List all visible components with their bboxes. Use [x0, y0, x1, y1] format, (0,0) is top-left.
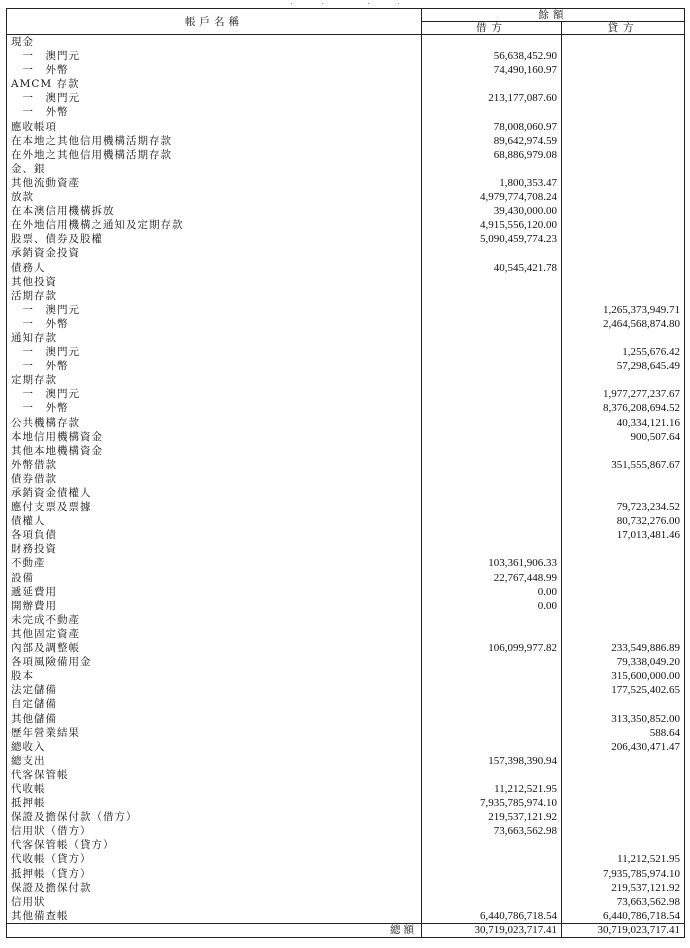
table-row [7, 472, 685, 486]
account-name-cell: 內部及調整帳 [7, 641, 422, 655]
table-row [7, 416, 685, 430]
table-row [7, 726, 685, 740]
debit-cell [422, 627, 562, 641]
credit-cell [562, 232, 685, 246]
debit-cell [422, 712, 562, 726]
debit-cell: 11,212,521.95 [422, 782, 562, 796]
debit-cell: 22,767,448.99 [422, 571, 562, 585]
account-name-cell: 一 澳門元 [7, 49, 422, 63]
credit-cell: 11,212,521.95 [562, 852, 685, 866]
table-row [7, 232, 685, 246]
credit-cell: 313,350,852.00 [562, 712, 685, 726]
credit-cell [562, 105, 685, 119]
credit-cell: 17,013,481.46 [562, 528, 685, 542]
debit-cell: 74,490,160.97 [422, 63, 562, 77]
credit-cell [562, 838, 685, 852]
account-name-cell: 公共機構存款 [7, 416, 422, 430]
debit-cell [422, 669, 562, 683]
credit-cell [562, 754, 685, 768]
credit-cell: 8,376,208,694.52 [562, 401, 685, 415]
debit-cell [422, 77, 562, 91]
credit-cell [562, 613, 685, 627]
account-name-cell: 一 外幣 [7, 401, 422, 415]
account-name-cell: 通知存款 [7, 331, 422, 345]
debit-cell [422, 444, 562, 458]
credit-cell: 588.64 [562, 726, 685, 740]
account-name-cell: 一 外幣 [7, 317, 422, 331]
debit-cell: 106,099,977.82 [422, 641, 562, 655]
account-name-cell: 抵押帳（貸方） [7, 867, 422, 881]
credit-cell [562, 782, 685, 796]
account-name-cell: 在本澳信用機構拆放 [7, 204, 422, 218]
credit-cell: 6,440,786,718.54 [562, 909, 685, 924]
account-name-cell: 總支出 [7, 754, 422, 768]
debit-cell: 219,537,121.92 [422, 810, 562, 824]
account-name-cell: 外幣借款 [7, 458, 422, 472]
credit-cell: 1,265,373,949.71 [562, 303, 685, 317]
account-name-cell: 其他本地機構資金 [7, 444, 422, 458]
credit-cell [562, 63, 685, 77]
table-row [7, 275, 685, 289]
total-credit: 30,719,023,717.41 [562, 923, 685, 937]
credit-cell [562, 275, 685, 289]
account-name-cell: 抵押帳 [7, 796, 422, 810]
table-row [7, 909, 685, 924]
debit-cell [422, 655, 562, 669]
credit-cell: 2,464,568,874.80 [562, 317, 685, 331]
credit-cell [562, 261, 685, 275]
account-name-cell: 不動產 [7, 556, 422, 570]
credit-cell: 80,732,276.00 [562, 514, 685, 528]
credit-cell [562, 134, 685, 148]
total-row [7, 923, 685, 937]
credit-cell [562, 218, 685, 232]
table-row [7, 740, 685, 754]
debit-cell [422, 838, 562, 852]
account-name-cell: 一 澳門元 [7, 303, 422, 317]
debit-cell: 157,398,390.94 [422, 754, 562, 768]
account-name-cell: 應收帳項 [7, 120, 422, 134]
account-name-cell: 一 外幣 [7, 105, 422, 119]
credit-cell [562, 246, 685, 260]
account-name-cell: 放款 [7, 190, 422, 204]
account-name-cell: 財務投資 [7, 542, 422, 556]
table-row [7, 458, 685, 472]
debit-cell [422, 740, 562, 754]
credit-cell: 57,298,645.49 [562, 359, 685, 373]
debit-cell: 0.00 [422, 599, 562, 613]
debit-cell [422, 514, 562, 528]
account-name-cell: 金、銀 [7, 162, 422, 176]
account-name-cell: 股票、債券及股權 [7, 232, 422, 246]
credit-cell [562, 542, 685, 556]
table-row [7, 49, 685, 63]
table-row [7, 627, 685, 641]
table-row [7, 190, 685, 204]
debit-cell: 40,545,421.78 [422, 261, 562, 275]
account-name-cell: 法定儲備 [7, 683, 422, 697]
debit-cell: 73,663,562.98 [422, 824, 562, 838]
table-row [7, 641, 685, 655]
table-row [7, 556, 685, 570]
account-name-cell: 歷年營業結果 [7, 726, 422, 740]
credit-cell: 206,430,471.47 [562, 740, 685, 754]
account-name-cell: 一 外幣 [7, 359, 422, 373]
debit-cell [422, 486, 562, 500]
table-row [7, 359, 685, 373]
credit-cell [562, 796, 685, 810]
credit-cell: 1,977,277,237.67 [562, 387, 685, 401]
debit-cell [422, 246, 562, 260]
table-row [7, 528, 685, 542]
credit-cell [562, 585, 685, 599]
debit-cell: 5,090,459,774.23 [422, 232, 562, 246]
account-name-cell: 設備 [7, 571, 422, 585]
credit-cell [562, 627, 685, 641]
balance-header: 餘額 [422, 9, 685, 22]
table-row [7, 599, 685, 613]
account-name-cell: 現金 [7, 35, 422, 50]
table-row [7, 852, 685, 866]
debit-cell [422, 401, 562, 415]
credit-cell [562, 190, 685, 204]
debit-cell: 4,979,774,708.24 [422, 190, 562, 204]
account-name-cell: 信用狀 [7, 895, 422, 909]
account-name-cell: 債券借款 [7, 472, 422, 486]
debit-cell [422, 430, 562, 444]
table-row [7, 105, 685, 119]
table-row [7, 35, 685, 50]
debit-cell [422, 881, 562, 895]
table-row [7, 204, 685, 218]
table-row [7, 796, 685, 810]
account-name-cell: 開辦費用 [7, 599, 422, 613]
table-row [7, 712, 685, 726]
trial-balance-table [6, 8, 685, 938]
account-name-cell: 應付支票及票據 [7, 500, 422, 514]
account-name-cell: 在外地之其他信用機構活期存款 [7, 148, 422, 162]
account-name-cell: 一 澳門元 [7, 345, 422, 359]
credit-header: 貸方 [562, 22, 685, 35]
debit-cell [422, 387, 562, 401]
account-name-cell: 未完成不動產 [7, 613, 422, 627]
account-name-cell: 保證及擔保付款（借方） [7, 810, 422, 824]
credit-cell [562, 444, 685, 458]
credit-cell [562, 571, 685, 585]
account-name-cell: 各項負債 [7, 528, 422, 542]
account-name-cell: 其他備查帳 [7, 909, 422, 924]
table-row [7, 63, 685, 77]
credit-cell: 177,525,402.65 [562, 683, 685, 697]
credit-cell [562, 768, 685, 782]
table-row [7, 77, 685, 91]
credit-cell: 233,549,886.89 [562, 641, 685, 655]
credit-cell [562, 176, 685, 190]
debit-cell [422, 373, 562, 387]
account-name-header: 帳戶名稱 [7, 9, 422, 35]
debit-cell [422, 613, 562, 627]
table-row [7, 697, 685, 711]
credit-cell: 79,338,049.20 [562, 655, 685, 669]
account-name-cell: 其他流動資產 [7, 176, 422, 190]
credit-cell [562, 810, 685, 824]
credit-cell: 7,935,785,974.10 [562, 867, 685, 881]
debit-cell [422, 275, 562, 289]
account-name-cell: 承銷資金債權人 [7, 486, 422, 500]
credit-cell [562, 162, 685, 176]
credit-cell [562, 599, 685, 613]
credit-cell [562, 91, 685, 105]
debit-cell [422, 331, 562, 345]
account-name-cell: 債權人 [7, 514, 422, 528]
account-name-cell: 其他固定資產 [7, 627, 422, 641]
credit-cell: 219,537,121.92 [562, 881, 685, 895]
debit-header: 借方 [422, 22, 562, 35]
debit-cell: 89,642,974.59 [422, 134, 562, 148]
table-row [7, 754, 685, 768]
debit-cell: 6,440,786,718.54 [422, 909, 562, 924]
account-name-cell: 定期存款 [7, 373, 422, 387]
credit-cell [562, 697, 685, 711]
debit-cell [422, 458, 562, 472]
table-row [7, 669, 685, 683]
debit-cell [422, 359, 562, 373]
credit-cell [562, 486, 685, 500]
account-name-cell: 保證及擔保付款 [7, 881, 422, 895]
debit-cell [422, 317, 562, 331]
table-row [7, 430, 685, 444]
credit-cell [562, 373, 685, 387]
credit-cell: 73,663,562.98 [562, 895, 685, 909]
credit-cell: 1,255,676.42 [562, 345, 685, 359]
table-row [7, 514, 685, 528]
credit-cell [562, 289, 685, 303]
account-name-cell: 一 外幣 [7, 63, 422, 77]
table-body [7, 35, 685, 924]
debit-cell [422, 345, 562, 359]
table-footer [7, 923, 685, 937]
debit-cell [422, 289, 562, 303]
account-name-cell: 代收帳 [7, 782, 422, 796]
table-row [7, 542, 685, 556]
credit-cell [562, 35, 685, 50]
debit-cell: 213,177,087.60 [422, 91, 562, 105]
account-name-cell: 其他投資 [7, 275, 422, 289]
table-header [7, 9, 685, 35]
table-row [7, 176, 685, 190]
debit-cell: 1,800,353.47 [422, 176, 562, 190]
table-row [7, 867, 685, 881]
account-name-cell: 債務人 [7, 261, 422, 275]
table-row [7, 345, 685, 359]
table-row [7, 613, 685, 627]
table-row [7, 373, 685, 387]
debit-cell [422, 697, 562, 711]
account-name-cell: 信用狀（借方） [7, 824, 422, 838]
table-row [7, 444, 685, 458]
table-row [7, 486, 685, 500]
credit-cell: 351,555,867.67 [562, 458, 685, 472]
debit-cell [422, 35, 562, 50]
account-name-cell: AMCM 存款 [7, 77, 422, 91]
total-debit: 30,719,023,717.41 [422, 923, 562, 937]
credit-cell: 79,723,234.52 [562, 500, 685, 514]
account-name-cell: 一 澳門元 [7, 91, 422, 105]
debit-cell: 56,638,452.90 [422, 49, 562, 63]
credit-cell [562, 148, 685, 162]
debit-cell [422, 726, 562, 740]
credit-cell [562, 49, 685, 63]
debit-cell [422, 768, 562, 782]
table-row [7, 331, 685, 345]
trial-balance-document [6, 8, 684, 938]
credit-cell [562, 556, 685, 570]
table-row [7, 810, 685, 824]
credit-cell [562, 77, 685, 91]
debit-cell [422, 105, 562, 119]
debit-cell [422, 683, 562, 697]
account-name-cell: 在外地信用機構之通知及定期存款 [7, 218, 422, 232]
table-row [7, 571, 685, 585]
table-row [7, 824, 685, 838]
debit-cell [422, 895, 562, 909]
table-row [7, 500, 685, 514]
debit-cell [422, 500, 562, 514]
credit-cell [562, 472, 685, 486]
debit-cell: 39,430,000.00 [422, 204, 562, 218]
total-label: 總額 [7, 923, 422, 937]
account-name-cell: 一 澳門元 [7, 387, 422, 401]
table-row [7, 895, 685, 909]
table-row [7, 289, 685, 303]
debit-cell [422, 472, 562, 486]
account-name-cell: 代收帳（貸方） [7, 852, 422, 866]
debit-cell [422, 528, 562, 542]
debit-cell [422, 852, 562, 866]
account-name-cell: 遞延費用 [7, 585, 422, 599]
account-name-cell: 其他儲備 [7, 712, 422, 726]
table-row [7, 838, 685, 852]
table-row [7, 881, 685, 895]
table-row [7, 655, 685, 669]
debit-cell [422, 162, 562, 176]
table-row [7, 768, 685, 782]
debit-cell [422, 867, 562, 881]
account-name-cell: 各項風險備用金 [7, 655, 422, 669]
table-row [7, 162, 685, 176]
debit-cell [422, 542, 562, 556]
debit-cell: 7,935,785,974.10 [422, 796, 562, 810]
debit-cell: 103,361,906.33 [422, 556, 562, 570]
account-name-cell: 在本地之其他信用機構活期存款 [7, 134, 422, 148]
account-name-cell: 代客保管帳 [7, 768, 422, 782]
table-row [7, 134, 685, 148]
credit-cell [562, 824, 685, 838]
table-row [7, 401, 685, 415]
table-row [7, 91, 685, 105]
credit-cell: 900,507.64 [562, 430, 685, 444]
account-name-cell: 自定儲備 [7, 697, 422, 711]
table-row [7, 387, 685, 401]
account-name-cell: 活期存款 [7, 289, 422, 303]
debit-cell: 0.00 [422, 585, 562, 599]
credit-cell: 40,334,121.16 [562, 416, 685, 430]
credit-cell [562, 331, 685, 345]
debit-cell: 4,915,556,120.00 [422, 218, 562, 232]
credit-cell [562, 120, 685, 134]
scan-artifacts [0, 0, 690, 8]
table-row [7, 585, 685, 599]
table-row [7, 303, 685, 317]
account-name-cell: 股本 [7, 669, 422, 683]
debit-cell: 78,008,060.97 [422, 120, 562, 134]
table-row [7, 317, 685, 331]
credit-cell [562, 204, 685, 218]
table-row [7, 246, 685, 260]
debit-cell: 68,886,979.08 [422, 148, 562, 162]
debit-cell [422, 303, 562, 317]
table-row [7, 218, 685, 232]
account-name-cell: 承銷資金投資 [7, 246, 422, 260]
account-name-cell: 總收入 [7, 740, 422, 754]
account-name-cell: 本地信用機構資金 [7, 430, 422, 444]
table-row [7, 148, 685, 162]
table-row [7, 683, 685, 697]
credit-cell: 315,600,000.00 [562, 669, 685, 683]
debit-cell [422, 416, 562, 430]
table-row [7, 120, 685, 134]
table-row [7, 261, 685, 275]
table-row [7, 782, 685, 796]
account-name-cell: 代客保管帳（貸方） [7, 838, 422, 852]
